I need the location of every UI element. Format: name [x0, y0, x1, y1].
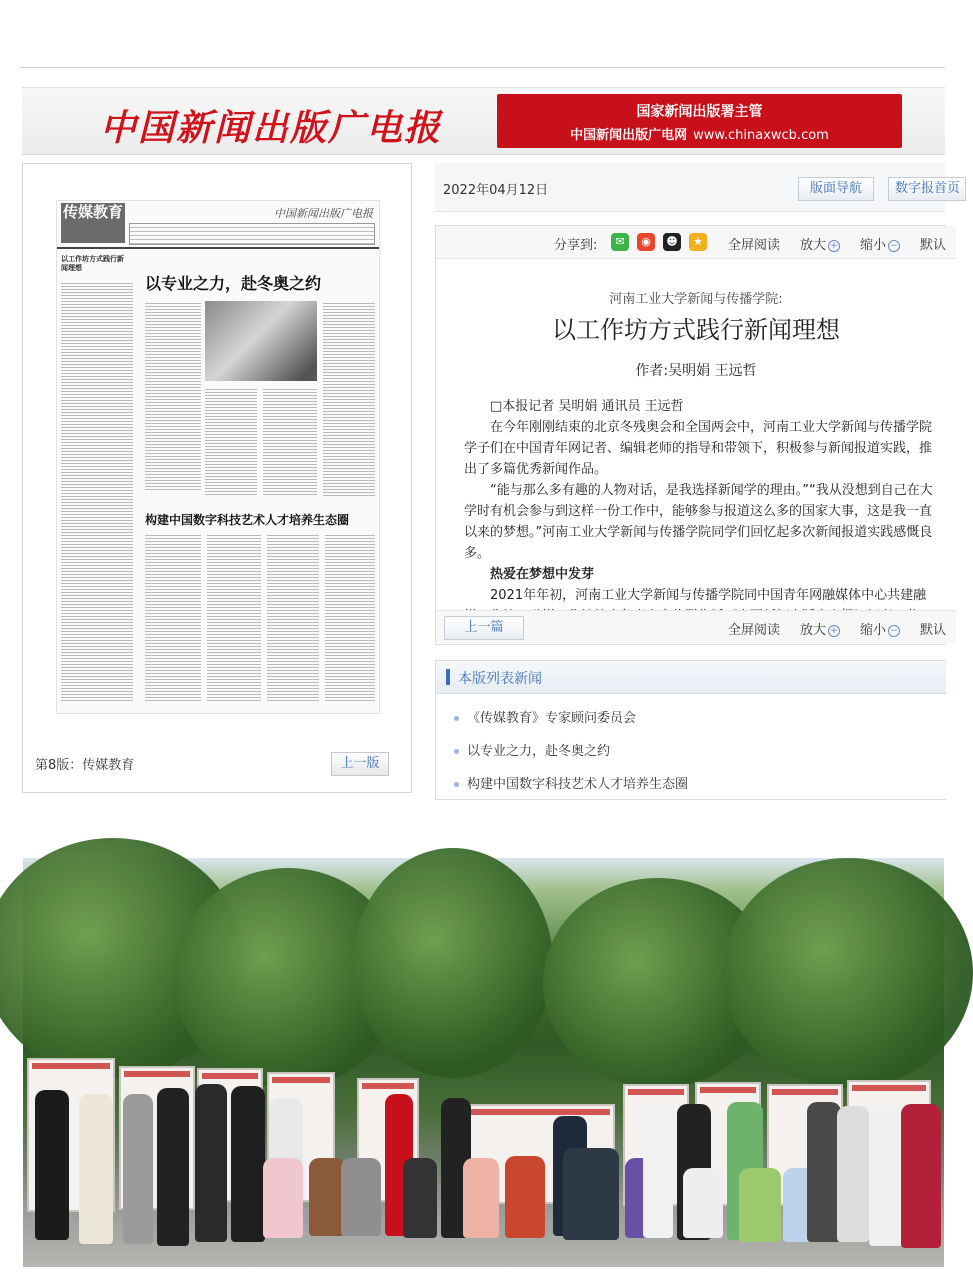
- list-item[interactable]: [454, 707, 636, 726]
- plus-circle-icon: +: [828, 240, 840, 252]
- badge-url[interactable]: www.chinaxwcb.com: [693, 128, 829, 143]
- photo-person: [195, 1084, 227, 1242]
- minus-circle-icon: −: [888, 625, 900, 637]
- article-body: [464, 396, 934, 606]
- qzone-icon[interactable]: ★: [689, 233, 707, 251]
- page-label: 第8版：传媒教育: [35, 758, 135, 773]
- bullet-icon: [454, 716, 459, 721]
- zoom-in-label: 放大: [800, 623, 827, 638]
- bullet-icon: [454, 749, 459, 754]
- list-item[interactable]: [454, 740, 610, 759]
- article-paragraph: □本报记者 吴明娟 通讯员 王远哲: [490, 399, 684, 414]
- paper-text-column: [325, 533, 375, 701]
- photo-person: [837, 1106, 869, 1242]
- photo-person: [463, 1158, 499, 1238]
- fullscreen-button[interactable]: 全屏阅读: [728, 623, 781, 638]
- badge-line1: 国家新闻出版署主管: [636, 104, 763, 120]
- list-heading: 本版列表新闻: [458, 671, 542, 687]
- page-nav-button[interactable]: 版面导航: [798, 177, 874, 201]
- zoom-out-button[interactable]: [860, 619, 900, 638]
- share-label: 分享到:: [554, 238, 598, 253]
- paper-text-column: [207, 533, 261, 701]
- list-header: [436, 661, 946, 694]
- default-size-button[interactable]: 默认: [920, 623, 947, 638]
- paper-text-column: [323, 301, 375, 497]
- photo-tree: [723, 858, 973, 1088]
- list-item-label: 以专业之力，赴冬奥之约: [467, 744, 611, 759]
- photo-person: [643, 1106, 673, 1238]
- photo-person: [157, 1088, 189, 1246]
- paper-text-column: [145, 533, 201, 701]
- paper-text-column: [61, 281, 133, 701]
- article-panel: [435, 225, 946, 645]
- wechat-icon[interactable]: ✉: [611, 233, 629, 251]
- paper-toc-box: [129, 223, 375, 245]
- photo-person: [869, 1106, 903, 1246]
- default-size-button[interactable]: 默认: [920, 238, 947, 253]
- paper-masthead: [57, 201, 379, 249]
- photo-person: [35, 1090, 69, 1240]
- page-news-list: [435, 660, 946, 800]
- digital-home-button[interactable]: 数字报首页: [888, 177, 966, 201]
- list-header-bar: [446, 669, 450, 685]
- plus-circle-icon: +: [828, 625, 840, 637]
- zoom-out-button[interactable]: [860, 234, 900, 253]
- issue-date: 2022年04月12日: [443, 183, 549, 198]
- list-item[interactable]: [454, 773, 688, 792]
- article-toolbar-top: [436, 226, 956, 259]
- zoom-in-button[interactable]: [800, 619, 840, 638]
- article-subheading: 热爱在梦想中发芽: [490, 567, 595, 582]
- photo-person: [231, 1086, 265, 1242]
- paper-masthead-name: 中国新闻出版广电报: [274, 207, 373, 220]
- paper-text-column: [267, 533, 319, 701]
- article-toolbar-bottom: [436, 610, 956, 643]
- article-paragraph: “能与那么多有趣的人物对话，是我选择新闻学的理由。”“我从没想到自己在大学时有机会参与到这样一份工作中，能够参与报道这么多的国家大事，这是我一直以来的梦想。”河南工业大学新闻与传播学院同学们回忆起多次新闻报道实践感慨良多。: [464, 483, 933, 561]
- photo-person: [807, 1102, 841, 1242]
- paper-headline-left[interactable]: 以工作坊方式践行新闻理想: [61, 255, 124, 272]
- photo-person: [505, 1156, 545, 1238]
- list-item-label: 《传媒教育》专家顾问委员会: [467, 711, 637, 726]
- paper-page-panel: [22, 163, 412, 793]
- photo-person: [309, 1158, 345, 1236]
- qq-icon[interactable]: ☻: [663, 233, 681, 251]
- fullscreen-button[interactable]: 全屏阅读: [728, 238, 781, 253]
- article-author: 作者:吴明娟 王远哲: [635, 363, 757, 379]
- badge-line2: [497, 124, 902, 143]
- publisher-badge[interactable]: [497, 94, 902, 148]
- paper-text-column: [145, 301, 201, 491]
- prev-edition-button[interactable]: 上一版: [331, 752, 389, 776]
- date-bar: [435, 163, 961, 212]
- site-logo[interactable]: 中国新闻出版广电报: [100, 107, 443, 149]
- prev-article-button[interactable]: 上一篇: [444, 616, 524, 640]
- paper-headline-main[interactable]: 以专业之力，赴冬奥之约: [145, 274, 322, 293]
- paper-text-column: [263, 387, 317, 497]
- zoom-out-label: 缩小: [860, 623, 887, 638]
- article-kicker: 河南工业大学新闻与传播学院:: [609, 292, 783, 307]
- photo-person: [123, 1094, 153, 1244]
- article-paragraph: 在今年刚刚结束的北京冬残奥会和全国两会中，河南工业大学新闻与传播学院学子们在中国青年网记者、编辑老师的指导和带领下，积极参与新闻报道实践，推出了多篇优秀新闻作品。: [464, 420, 933, 477]
- zoom-out-label: 缩小: [860, 238, 887, 253]
- paper-photo: [205, 301, 317, 381]
- minus-circle-icon: −: [888, 240, 900, 252]
- site-header: [22, 87, 945, 155]
- article-paragraph: 2021年年初，河南工业大学新闻与传播学院同中国青年网融媒体中心共建融: [490, 588, 927, 603]
- section-logo: 传媒教育: [61, 203, 125, 243]
- paper-text-column: [205, 387, 257, 497]
- photo-person: [341, 1158, 381, 1236]
- photo-person: [683, 1168, 723, 1238]
- article-title: 以工作坊方式践行新闻理想: [552, 316, 840, 344]
- group-photo: [23, 858, 944, 1267]
- weibo-icon[interactable]: ◉: [637, 233, 655, 251]
- newspaper-page-image[interactable]: [56, 200, 380, 714]
- paper-headline-lower[interactable]: 构建中国数字科技艺术人才培养生态圈: [145, 513, 350, 527]
- badge-site-name: 中国新闻出版广电网: [570, 128, 688, 143]
- photo-person: [263, 1158, 303, 1238]
- photo-person: [739, 1168, 781, 1242]
- zoom-in-button[interactable]: [800, 234, 840, 253]
- photo-person: [563, 1148, 619, 1240]
- photo-tree: [353, 848, 553, 1078]
- photo-person: [403, 1158, 437, 1238]
- photo-person: [79, 1094, 113, 1244]
- photo-person: [901, 1104, 941, 1248]
- zoom-in-label: 放大: [800, 238, 827, 253]
- list-item-label: 构建中国数字科技艺术人才培养生态圈: [467, 777, 689, 792]
- top-divider: [20, 67, 945, 68]
- bullet-icon: [454, 782, 459, 787]
